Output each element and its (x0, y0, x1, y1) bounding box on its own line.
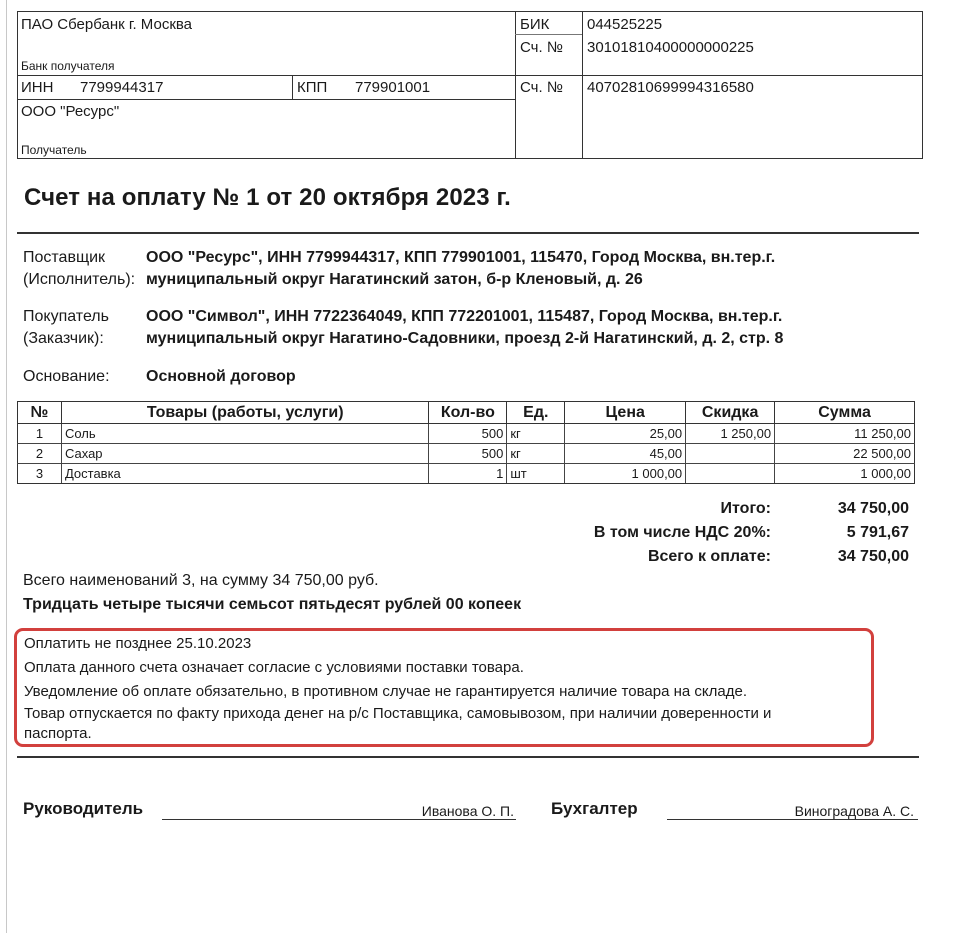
table-row (18, 424, 915, 444)
row-price: 1 000,00 (565, 464, 686, 484)
row-quantity: 500 (429, 424, 507, 444)
col-header-number: № (18, 402, 62, 424)
goods-table (17, 401, 915, 484)
buyer-details: ООО "Символ", ИНН 7722364049, КПП 772201001, 115487, Город Москва, вн.тер.г. муниципальный округ Нагатино-Садовники, проезд 2-й Нагатинский, д. 2, стр. 8 (146, 308, 784, 347)
col-header-quantity: Кол-во (429, 402, 507, 424)
kpp-value: 779901001 (355, 79, 431, 96)
col-header-unit: Ед. (507, 402, 565, 424)
terms-line: Оплатить не позднее 25.10.2023 (24, 635, 252, 652)
title-divider (17, 232, 919, 234)
row-discount (686, 464, 775, 484)
row-number: 1 (18, 424, 62, 444)
terms-line: Уведомление об оплате обязательно, в противном случае не гарантируется наличие товара на складе. (24, 683, 747, 700)
row-quantity: 1 (429, 464, 507, 484)
row-item: Соль (61, 424, 428, 444)
total-value: 34 750,00 (837, 500, 909, 517)
row-sum: 1 000,00 (775, 464, 915, 484)
table-row (18, 444, 915, 464)
vat-value: 5 791,67 (846, 524, 909, 541)
supplier-details: ООО "Ресурс", ИНН 7799944317, КПП 779901001, 115470, Город Москва, вн.тер.г. муниципальный округ Нагатинский затон, б-р Кленовый, д. 26 (146, 249, 776, 288)
row-quantity: 500 (429, 444, 507, 464)
basis-label: Основание: (23, 368, 110, 385)
inn-value: 7799944317 (80, 79, 164, 96)
recipient-caption: Получатель (21, 143, 87, 157)
row-price: 25,00 (565, 424, 686, 444)
due-label: Всего к оплате: (647, 548, 771, 565)
inn-label: ИНН (21, 79, 54, 96)
items-count-summary: Всего наименований 3, на сумму 34 750,00 руб. (23, 572, 379, 589)
row-item: Сахар (61, 444, 428, 464)
bank-details-table (17, 11, 923, 159)
head-name: Иванова О. П. (421, 803, 514, 819)
row-number: 2 (18, 444, 62, 464)
bik-label: БИК (520, 16, 550, 33)
buyer-label: Покупатель (Заказчик): (23, 308, 109, 347)
due-value: 34 750,00 (837, 548, 909, 565)
amount-in-words: Тридцать четыре тысячи семьсот пятьдесят рублей 00 копеек (23, 596, 522, 613)
row-discount (686, 444, 775, 464)
account-label: Сч. № (520, 79, 563, 96)
bank-caption: Банк получателя (21, 59, 115, 73)
terms-line: Оплата данного счета означает согласие с условиями поставки товара. (24, 659, 524, 676)
row-unit: шт (507, 464, 565, 484)
row-number: 3 (18, 464, 62, 484)
goods-header-row (18, 402, 915, 424)
kpp-label: КПП (297, 79, 328, 96)
row-sum: 22 500,00 (775, 444, 915, 464)
accountant-name: Виноградова А. С. (794, 803, 914, 819)
terms-line: Товар отпускается по факту прихода денег на р/с Поставщика, самовывозом, при наличии доверенности и (24, 705, 772, 722)
corr-account-value: 30101810400000000225 (587, 39, 754, 56)
accountant-signature-line (667, 819, 918, 820)
row-sum: 11 250,00 (775, 424, 915, 444)
page-edge (6, 0, 7, 933)
vat-label: В том числе НДС 20%: (593, 524, 771, 541)
account-value: 40702810699994316580 (587, 79, 754, 96)
row-unit: кг (507, 424, 565, 444)
col-header-goods: Товары (работы, услуги) (61, 402, 428, 424)
head-signature-label: Руководитель (23, 799, 144, 818)
col-header-sum: Сумма (775, 402, 915, 424)
table-row (18, 464, 915, 484)
invoice-title: Счет на оплату № 1 от 20 октября 2023 г. (24, 184, 511, 211)
payment-terms-box (14, 628, 874, 747)
terms-line: паспорта. (24, 725, 92, 742)
row-item: Доставка (61, 464, 428, 484)
accountant-signature-label: Бухгалтер (551, 799, 638, 818)
row-unit: кг (507, 444, 565, 464)
basis-value: Основной договор (146, 368, 296, 385)
row-discount: 1 250,00 (686, 424, 775, 444)
col-header-price: Цена (565, 402, 686, 424)
total-label: Итого: (720, 500, 771, 517)
supplier-label: Поставщик (Исполнитель): (23, 249, 136, 288)
head-signature-line (162, 819, 516, 820)
bik-value: 044525225 (587, 16, 663, 33)
corr-account-label: Сч. № (520, 39, 563, 56)
col-header-discount: Скидка (686, 402, 775, 424)
bank-name: ПАО Сбербанк г. Москва (21, 16, 193, 33)
row-price: 45,00 (565, 444, 686, 464)
footer-divider (17, 756, 919, 758)
recipient-name: ООО "Ресурс" (21, 103, 120, 120)
